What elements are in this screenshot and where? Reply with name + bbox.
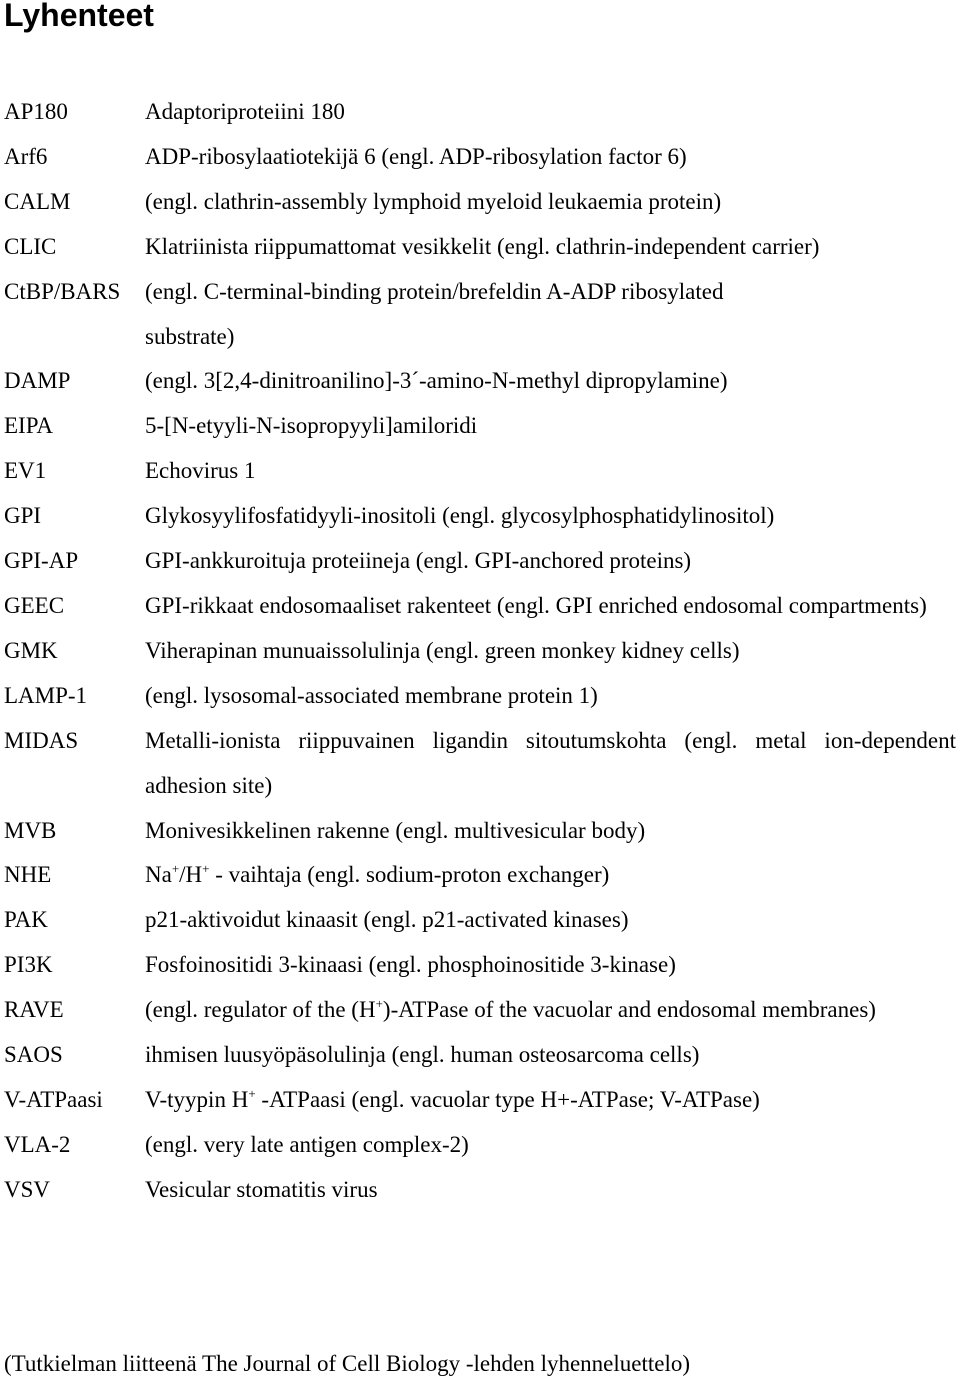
abbreviation-term: VLA-2	[4, 1131, 71, 1157]
abbreviation-row	[4, 943, 956, 988]
abbreviation-definition: Metalli-ionista riippuvainen ligandin sitoutumskohta (engl. metal ion-dependent adhesion site)	[145, 727, 956, 798]
abbreviation-row	[4, 809, 956, 854]
abbreviation-definition: ADP-ribosylaatiotekijä 6 (engl. ADP-ribosylation factor 6)	[145, 143, 687, 169]
abbreviation-definition: GPI-rikkaat endosomaaliset rakenteet (engl. GPI enriched endosomal compartments)	[145, 592, 927, 618]
superscript-charge: +	[248, 1085, 256, 1101]
definition-text: -ATPaasi (engl. vacuolar type H+-ATPase; V-ATPase)	[255, 1086, 760, 1112]
abbreviation-row	[4, 629, 956, 674]
abbreviation-term: PAK	[4, 907, 48, 933]
abbreviation-definition: ihmisen luusyöpäsolulinja (engl. human osteosarcoma cells)	[145, 1042, 700, 1068]
abbreviation-row	[4, 584, 956, 629]
abbreviation-term: VSV	[4, 1176, 51, 1202]
abbreviation-term: NHE	[4, 862, 52, 888]
abbreviation-definition: (engl. lysosomal-associated membrane protein 1)	[145, 682, 598, 708]
abbreviation-term: GMK	[4, 637, 58, 663]
abbreviation-row	[4, 225, 956, 270]
abbreviation-row	[4, 180, 956, 225]
abbreviation-row	[4, 988, 956, 1033]
abbreviation-definition: Echovirus 1	[145, 458, 256, 484]
abbreviation-term: AP180	[4, 99, 68, 124]
abbreviation-definition: (engl. C-terminal-binding protein/brefeldin A-ADP ribosylated substrate)	[145, 278, 724, 349]
definition-text: )-ATPase of the vacuolar and endosomal membranes)	[382, 997, 876, 1023]
abbreviation-row	[4, 135, 956, 180]
definition-text: - vaihtaja (engl. sodium-proton exchanger)	[209, 862, 610, 888]
page-title: Lyhenteet	[4, 0, 154, 33]
abbreviation-term: V-ATPaasi	[4, 1086, 103, 1112]
abbreviation-term: LAMP-1	[4, 682, 88, 708]
abbreviation-definition: p21-aktivoidut kinaasit (engl. p21-activated kinases)	[145, 907, 629, 933]
abbreviation-row	[4, 359, 956, 404]
abbreviation-definition: Fosfoinositidi 3-kinaasi (engl. phosphoinositide 3-kinase)	[145, 952, 676, 978]
abbreviation-definition: (engl. clathrin-assembly lymphoid myeloid leukaemia protein)	[145, 188, 722, 214]
abbreviation-row	[4, 539, 956, 584]
superscript-charge: +	[202, 861, 210, 877]
abbreviation-term: GPI	[4, 503, 42, 529]
abbreviation-row	[4, 719, 956, 809]
abbreviation-definition	[145, 1078, 956, 1123]
abbreviation-row	[4, 1168, 956, 1213]
abbreviation-definition: Viherapinan munuaissolulinja (engl. green monkey kidney cells)	[145, 637, 740, 663]
abbreviation-term: CtBP/BARS	[4, 278, 121, 304]
definition-text: (engl. regulator of the (H	[145, 997, 376, 1023]
abbreviation-row	[4, 1123, 956, 1168]
superscript-charge: +	[171, 861, 180, 877]
abbreviation-term: CALM	[4, 188, 71, 214]
abbreviation-term: EV1	[4, 458, 47, 484]
definition-text: V-tyypin H	[145, 1086, 249, 1112]
abbreviation-term: RAVE	[4, 997, 64, 1023]
abbreviation-term: EIPA	[4, 413, 53, 439]
abbreviation-definition: GPI-ankkuroituja proteiineja (engl. GPI-anchored proteins)	[145, 548, 692, 574]
abbreviation-definition	[145, 988, 956, 1033]
abbreviation-list	[4, 90, 956, 1213]
abbreviation-row	[4, 898, 956, 943]
abbreviation-definition: Monivesikkelinen rakenne (engl. multivesicular body)	[145, 817, 646, 843]
abbreviation-row	[4, 853, 956, 898]
abbreviation-row	[4, 494, 956, 539]
abbreviation-term: PI3K	[4, 952, 53, 978]
abbreviation-row	[4, 1033, 956, 1078]
abbreviation-row	[4, 270, 956, 360]
abbreviation-term: Arf6	[4, 143, 48, 169]
superscript-charge: +	[375, 996, 383, 1012]
abbreviation-row	[4, 90, 956, 135]
definition-text: /H	[179, 862, 203, 888]
abbreviation-row	[4, 404, 956, 449]
footnote: (Tutkielman liitteenä The Journal of Cell Biology -lehden lyhenneluettelo)	[4, 1351, 691, 1376]
abbreviation-definition: Glykosyylifosfatidyyli-inositoli (engl. glycosylphosphatidylinositol)	[145, 503, 775, 529]
abbreviation-term: CLIC	[4, 233, 57, 259]
abbreviation-definition: Vesicular stomatitis virus	[145, 1176, 378, 1202]
abbreviation-row	[4, 674, 956, 719]
abbreviation-term: MVB	[4, 817, 57, 843]
abbreviation-term: MIDAS	[4, 727, 79, 753]
abbreviation-term: GPI-AP	[4, 548, 79, 574]
abbreviation-definition: (engl. 3[2,4-dinitroanilino]-3´-amino-N-methyl dipropylamine)	[145, 368, 728, 394]
abbreviation-definition: Adaptoriproteiini 180	[145, 99, 345, 124]
abbreviation-term: GEEC	[4, 592, 65, 618]
abbreviation-definition: (engl. very late antigen complex-2)	[145, 1131, 469, 1157]
abbreviation-row	[4, 449, 956, 494]
abbreviation-definition: 5-[N-etyyli-N-isopropyyli]amiloridi	[145, 413, 478, 439]
abbreviation-definition: Klatriinista riippumattomat vesikkelit (engl. clathrin-independent carrier)	[145, 233, 820, 259]
abbreviation-row	[4, 1078, 956, 1123]
definition-text: Na	[145, 862, 172, 888]
abbreviation-definition	[145, 853, 956, 898]
abbreviation-term: SAOS	[4, 1042, 63, 1068]
abbreviation-term: DAMP	[4, 368, 71, 394]
